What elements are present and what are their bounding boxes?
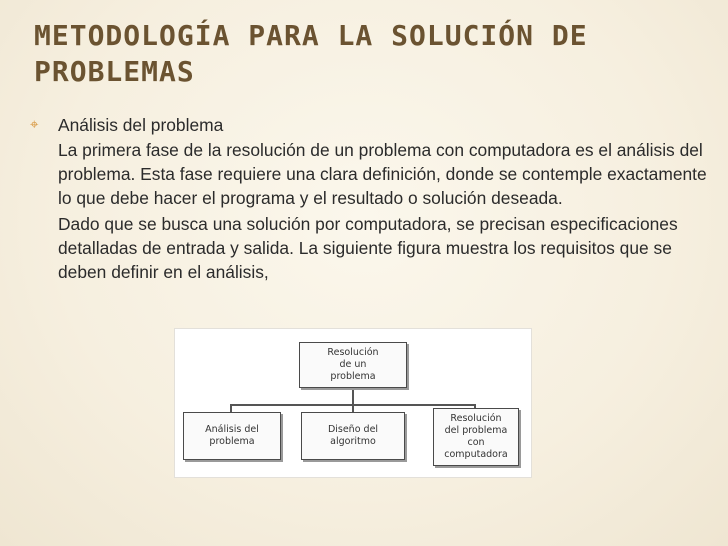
diagram-analysis-line: Análisis del [205,424,259,435]
diagram-root-line: de un [339,359,367,370]
slide-title: METODOLOGÍA PARA LA SOLUCIÓN DE PROBLEMAS [34,19,588,88]
diagram-figure [174,328,532,478]
diagram-design-box [301,412,405,460]
diagram-design-line: algoritmo [330,436,376,447]
slide-content [30,112,720,284]
bullet-item [30,112,720,138]
connector-left-down [230,404,232,412]
bullet-icon: ⌖ [30,116,39,133]
connector-middle-down [352,404,354,412]
diagram-analysis-box [183,412,281,460]
diagram-analysis-line: problema [209,436,255,447]
diagram-root-box [299,342,407,388]
paragraph-specifications: Dado que se busca una solución por computadora, se precisan especificaciones detalladas de entrada y salida. La siguiente figura muestra los requisitos que se deben definir en el análisis, [58,214,678,282]
diagram-design-line: Diseño del [327,424,379,435]
diagram-resolution-line: computadora [444,449,508,460]
diagram-resolution-line: Resolución [450,413,502,424]
diagram-resolution-line: del problema [444,425,508,436]
connector-root-down [352,387,354,404]
diagram-root-line: problema [330,371,376,382]
diagram-root-line: Resolución [327,347,379,358]
paragraph-analysis: La primera fase de la resolución de un problema con computadora es el análisis del problema. Esta fase requiere una clara definición, donde se contemple exactamente lo que debe hacer el programa y el resultado o solución deseada. [58,140,707,208]
bullet-heading: Análisis del problema [58,115,224,135]
diagram-resolution-line: con [467,437,485,448]
diagram-resolution-box [433,408,519,466]
